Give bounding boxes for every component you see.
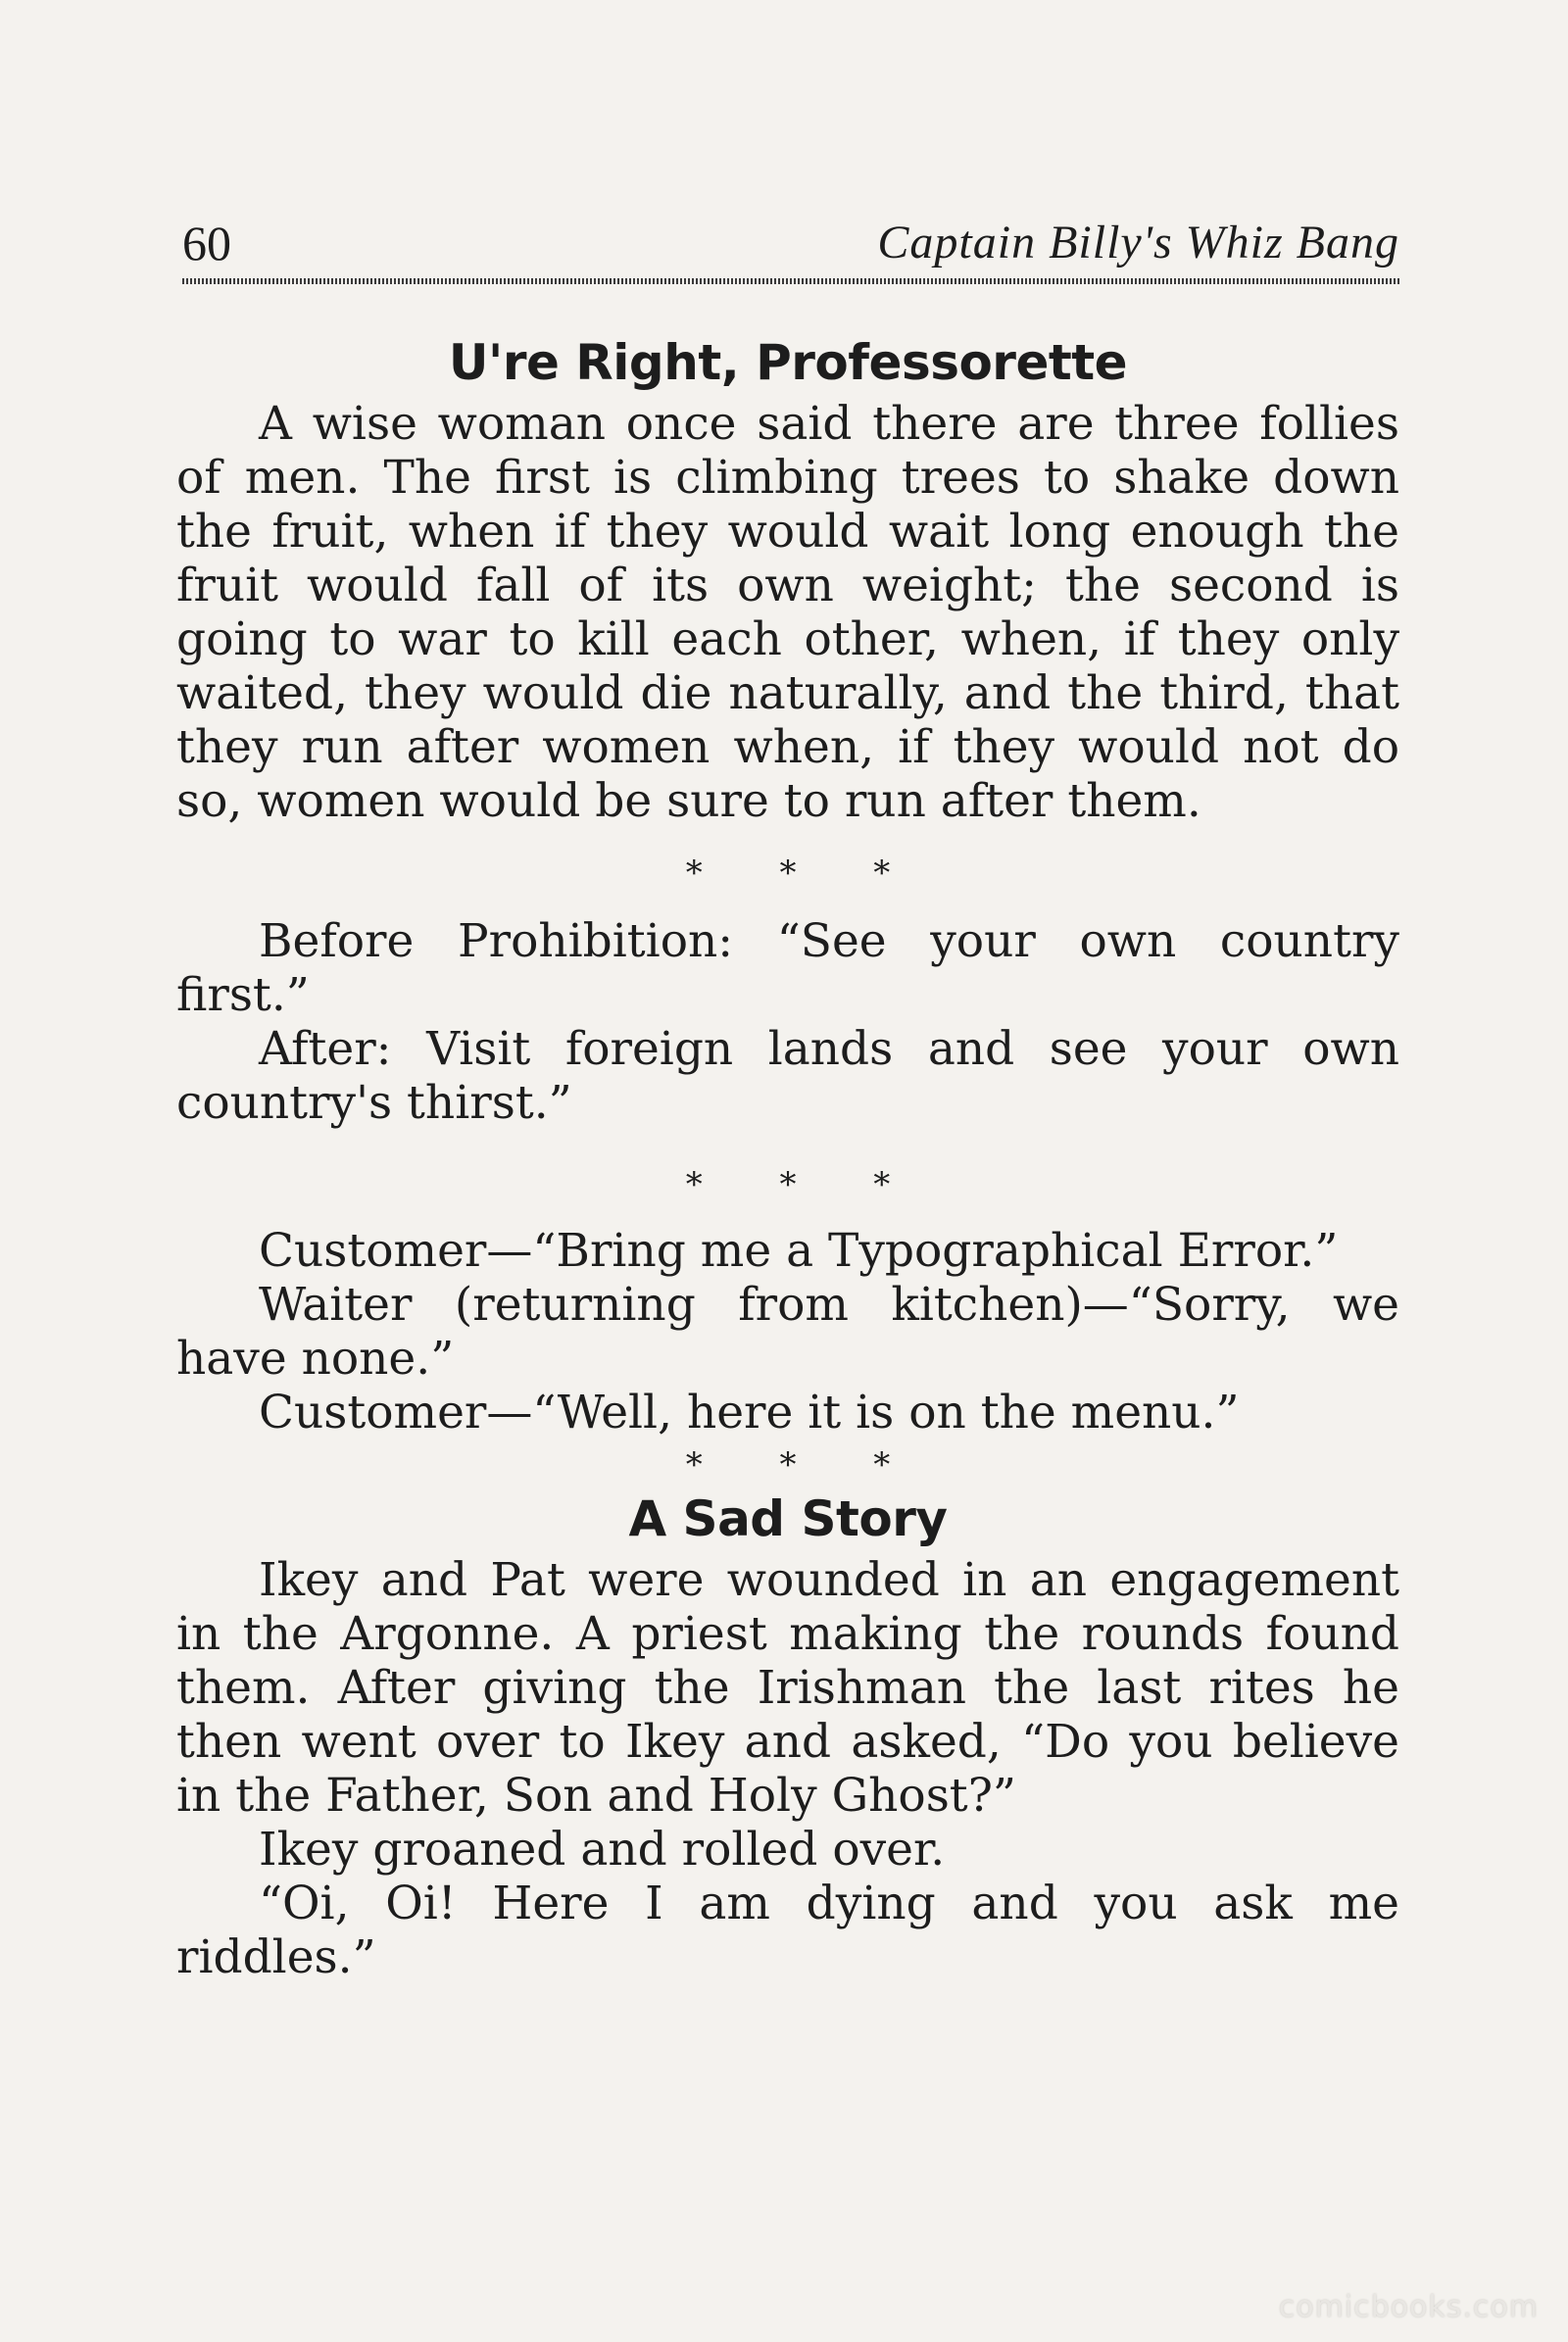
- page-content: [176, 328, 1399, 1984]
- section-separator: * * *: [685, 854, 924, 893]
- page-header: [182, 214, 1399, 272]
- article-title-professorette: U're Right, Professorette: [448, 334, 1128, 391]
- joke-paragraph: Waiter (returning from kitchen)—“Sorry, we have none.”: [176, 1278, 1399, 1386]
- story-paragraph: “Oi, Oi! Here I am dying and you ask me riddles.”: [176, 1877, 1399, 1984]
- story-paragraph: Ikey and Pat were wounded in an engagement in the Argonne. A priest making the rounds found them. After giving the Irishman the last rites he then went over to Ikey and asked, “Do you believe in the Father, Son and Holy Ghost?”: [176, 1553, 1399, 1823]
- section-separator: * * *: [685, 1165, 924, 1204]
- article-paragraph: A wise woman once said there are three follies of men. The first is climbing trees to shake down the fruit, when if they would wait long enough the fruit would fall of its own weight; the second is going to war to kill each other, when, if they only waited, they would die naturally, and the third, that they run after women when, if they would not do so, women would be sure to run after them.: [176, 397, 1399, 828]
- running-title: Captain Billy's Whiz Bang: [877, 217, 1399, 268]
- page-number: 60: [182, 216, 231, 270]
- story-paragraph: Ikey groaned and rolled over.: [259, 1823, 946, 1877]
- joke-paragraph: Customer—“Bring me a Typographical Error.”: [259, 1224, 1339, 1278]
- joke-paragraph: After: Visit foreign lands and see your own country's thirst.”: [176, 1022, 1399, 1130]
- article-title-sad-story: A Sad Story: [628, 1490, 948, 1547]
- header-rule: [182, 278, 1399, 284]
- joke-paragraph: Before Prohibition: “See your own country first.”: [176, 914, 1399, 1022]
- joke-paragraph: Customer—“Well, here it is on the menu.”: [259, 1386, 1240, 1439]
- section-separator: * * *: [685, 1445, 924, 1485]
- watermark: comicbooks.com: [1278, 2290, 1539, 2324]
